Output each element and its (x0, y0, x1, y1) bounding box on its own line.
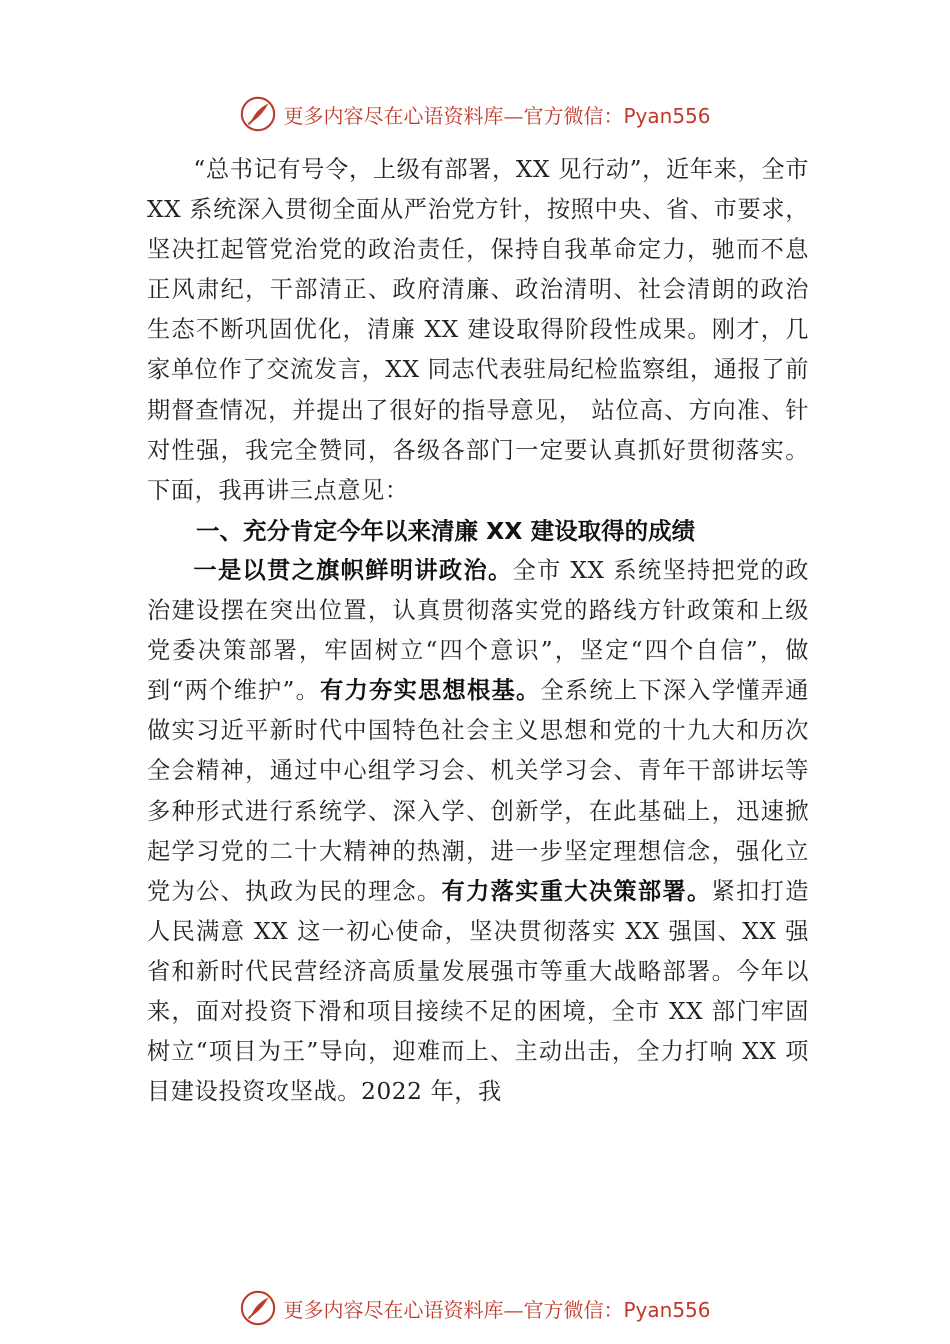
paragraph (147, 551, 809, 1112)
quill-logo-icon (239, 1289, 277, 1327)
footer-banner (0, 1286, 950, 1330)
bold-lead: 一是以贯之旗帜鲜明讲政治。 (193, 556, 513, 584)
intro-paragraph: “总书记有号令，上级有部署，XX 见行动”，近年来，全市 XX 系统深入贯彻全面从严治党方针，按照中央、省、市要求，坚决扛起管党治党的政治责任，保持自我革命定力，驰而不息正风肃纪，干部清正、政府清廉、政治清明、社会清朗的政治生态不断巩固优化，清廉 XX 建设取得阶段性成果。刚才，几家单位作了交流发言，XX 同志代表驻局纪检监察组，通报了前期督查情况，并提出了很好的指导意见， 站位高、方向准、针对性强，我完全赞同，各级各部门一定要认真抓好贯彻落实。下面，我再讲三点意见： (147, 156, 809, 504)
header-banner (0, 92, 950, 136)
section-heading: 一、充分肯定今年以来清廉 XX 建设取得的成绩 (196, 516, 696, 545)
banner-text: 更多内容尽在心语资料库—官方微信：Pyan556 (283, 103, 711, 128)
wechat-id: Pyan556 (623, 103, 711, 128)
banner-text: 更多内容尽在心语资料库—官方微信：Pyan556 (283, 1297, 711, 1322)
quill-logo-icon (239, 95, 277, 133)
paragraph-text: 全系统上下深入学懂弄通做实习近平新时代中国特色社会主义思想和党的十九大和历次全会精神，通过中心组学习会、机关学习会、青年干部讲坛等多种形式进行系统学、深入学、创新学，在此基础上，迅速掀起学习党的二十大精神的热潮，进一步坚定理想信念，强化立党为公、执政为民的理念。 (147, 677, 810, 905)
bold-lead: 有力落实重大决策部署。 (441, 877, 712, 905)
paragraph-text: 全市 XX 系统坚持把党的政治建设摆在突出位置，认真贯彻落实党的路线方针政策和上级党委决策部署，牢固树立“四个意识”，坚定“四个自信”，做到“两个维护”。 (147, 556, 809, 705)
bold-lead: 有力夯实思想根基。 (320, 677, 541, 705)
wechat-id: Pyan556 (623, 1297, 711, 1322)
paragraph-text: 紧扣打造人民满意 XX 这一初心使命，坚决贯彻落实 XX 强国、XX 强省和新时代民营经济高质量发展强市等重大战略部署。今年以来，面对投资下滑和项目接续不足的困境，全市 XX 部门牢固树立“项目为王”导向，迎难而上、主动出击，全力打响 XX 项目建设投资攻坚战。2022 年，我 (147, 877, 810, 1106)
document-body (147, 150, 809, 1112)
